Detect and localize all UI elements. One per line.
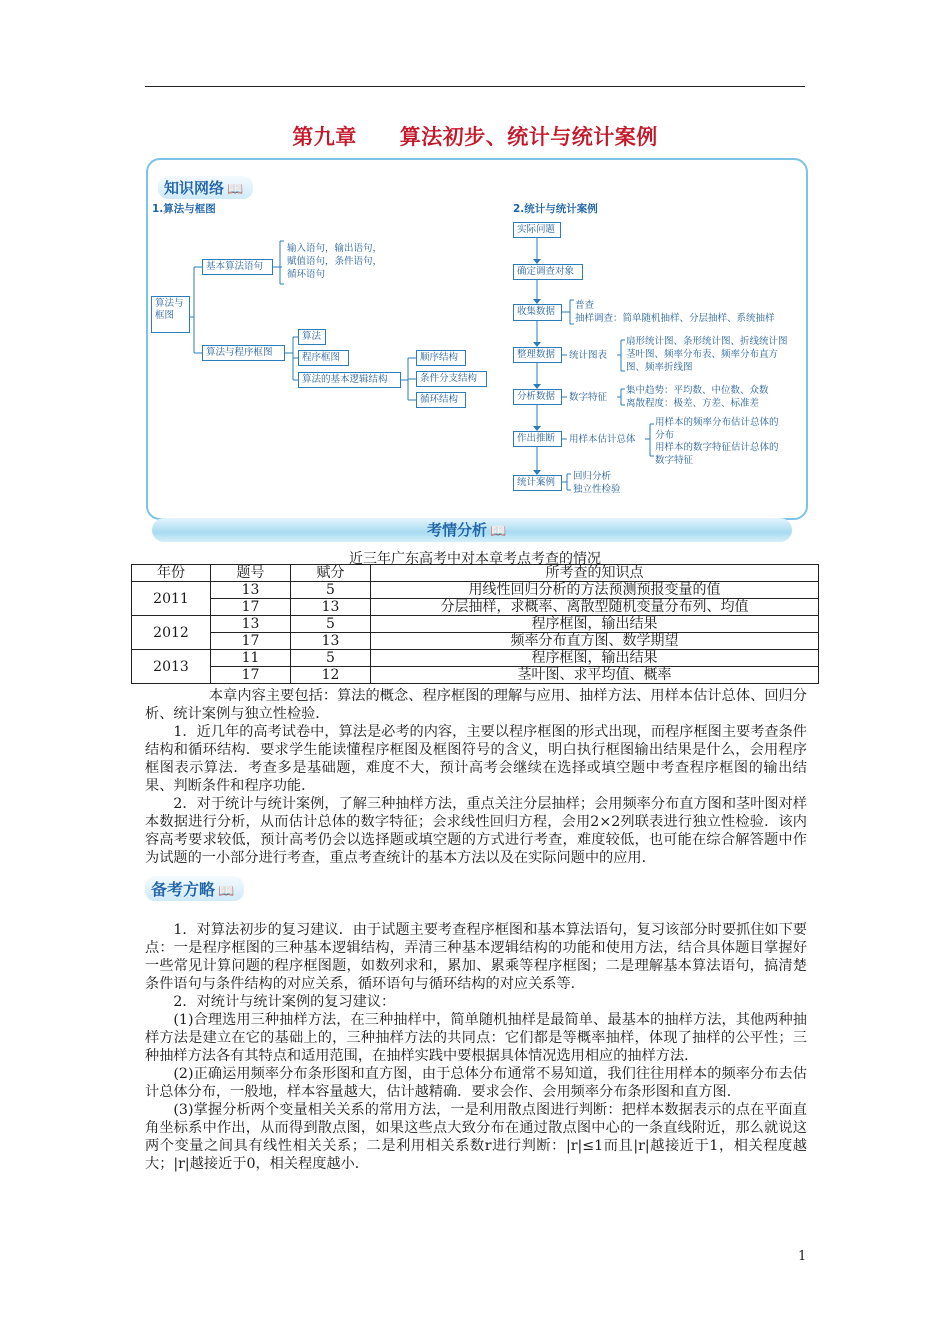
question-cell: 13 [211,616,291,633]
strategy-section [145,921,807,1173]
topic-cell: 分层抽样，求概率、离散型随机变量分布列、均值 [371,599,819,616]
chapter-title: 第九章 算法初步、统计与统计案例 [292,125,658,149]
table-row [132,633,819,650]
table-caption: 近三年广东高考中对本章考点考查的情况 [349,551,601,567]
header-rule [145,86,805,87]
stat-step-box: 分析数据 [513,389,562,405]
analysis-paragraph-1: 1．近几年的高考试卷中，算法是必考的内容，主要以程序框图的形式出现，而程序框图主要考查条件结构和循环结构．要求学生能读懂程序框图及框图符号的含义，明白执行框图输出结果是什么，会用程序框图表示算法．考查多是基础题，难度不大，预计高考会继续在选择或填空题中考查程序框图的输出结果、判断条件和程序功能． [145,724,807,794]
fc-item-logic-structure: 算法的基本逻辑结构 [298,372,401,388]
topic-cell: 程序框图，输出结果 [371,616,819,633]
right-section-title: 2.统计与统计案例 [513,203,598,215]
logic-sequence-box: 顺序结构 [416,350,466,366]
case-detail: 回归分析 独立性检验 [573,471,621,495]
topic-cell: 程序框图，输出结果 [371,650,819,667]
infer-label: 用样本估计总体 [569,434,636,445]
score-cell: 5 [291,616,371,633]
question-cell: 17 [211,667,291,684]
book-icon: 📖 [490,524,507,539]
collect-detail: 普查 抽样调查：简单随机抽样、分层抽样、系统抽样 [575,300,775,324]
analyze-detail: 集中趋势：平均数、中位数、众数 离散程度：极差、方差、标准差 [626,385,769,409]
score-cell: 13 [291,633,371,650]
stat-step-box: 整理数据 [513,347,562,363]
strategy-paragraph-2: 2．对统计与统计案例的复习建议： [173,994,396,1010]
fc-item-algorithm: 算法 [298,329,326,345]
page-number: 1 [798,1249,807,1264]
strategy-paragraph-1: 1．对算法初步的复习建议．由于试题主要考查程序框图和基本算法语句，复习该部分时要抓住如下要点：一是程序框图的三种基本逻辑结构，弄清三种基本逻辑结构的功能和使用方法，结合具体题目掌握好一些常见计算问题的程序框图题，如数列求和，累加、累乘等程序框图；二是理解基本算法语句，搞清楚条件语句与条件结构的对应关系，循环语句与循环结构的对应关系等． [145,922,807,992]
score-cell: 13 [291,599,371,616]
flowchart-box: 算法与程序框图 [202,345,285,361]
question-cell: 13 [211,582,291,599]
fc-item-flowchart: 程序框图 [298,350,349,366]
topic-cell: 茎叶图、求平均值、概率 [371,667,819,684]
strategy-paragraph-2c: (3)掌握分析两个变量相关关系的常用方法，一是利用散点图进行判断：把样本数据表示的点在平面直角坐标系中作出，从而得到散点图，如果这些点大致分布在通过散点图中心的一条直线附近，那么就说这两个变量之间具有线性相关关系；二是利用相关系数r进行判断：|r|≤1而且|r|越接近于1，相关程度越大；|r|越接近于0，相关程度越小． [145,1102,807,1172]
stat-step-box: 收集数据 [513,304,562,321]
stat-step-box: 作出推断 [513,431,562,447]
basic-statement-box: 基本算法语句 [202,259,273,275]
organize-detail: 扇形统计图、条形统计图、折线统计图 茎叶图、频率分布表、频率分布直方 图、频率折线图 [626,336,788,373]
algo-root-box: 算法与 框图 [151,296,190,333]
left-section-title: 1.算法与框图 [152,203,216,215]
logic-loop-box: 循环结构 [416,392,466,408]
table-row [132,650,819,667]
year-cell: 2012 [132,616,211,650]
table-row [132,599,819,616]
table-header-row [132,565,819,582]
header-question: 题号 [211,565,291,582]
score-cell: 5 [291,582,371,599]
analysis-intro: 本章内容主要包括：算法的概念、程序框图的理解与应用、抽样方法、用样本估计总体、回归分析、统计案例与独立性检验． [145,688,807,722]
question-cell: 17 [211,599,291,616]
organize-label: 统计图表 [569,350,608,361]
logic-branch-box: 条件分支结构 [416,371,487,387]
analyze-label: 数字特征 [569,392,608,403]
exam-analysis-badge: 考情分析 📖 [427,521,507,539]
score-cell: 12 [291,667,371,684]
table-row [132,616,819,633]
strategy-paragraph-2b: (2)正确运用频率分布条形图和直方图，由于总体分布通常不易知道，我们往往用样本的频率分布去估计总体分布，一般地，样本容量越大，估计越精确．要求会作、会用频率分布条形图和直方图． [145,1066,807,1100]
year-cell: 2013 [132,650,211,684]
infer-detail: 用样本的频率分布估计总体的 分布 用样本的数字特征估计总体的 数字特征 [655,417,779,466]
question-cell: 17 [211,633,291,650]
book-icon: 📖 [218,884,235,899]
table-row [132,582,819,599]
book-icon: 📖 [227,182,244,197]
score-cell: 5 [291,650,371,667]
strategy-badge: 备考方略 📖 [145,876,244,901]
strategy-paragraph-2a: (1)合理选用三种抽样方法，在三种抽样中，简单随机抽样是最简单、最基本的抽样方法，其他两种抽样方法是建立在它的基础上的，三种抽样方法的共同点：它们都是等概率抽样，体现了抽样的公平性；三种抽样方法各有其特点和适用范围，在抽样实践中要根据具体情况选用相应的抽样方法． [145,1012,807,1064]
header-year: 年份 [132,565,211,582]
header-score: 赋分 [291,565,371,582]
basic-statement-detail: 输入语句，输出语句， 赋值语句，条件语句， 循环语句 [287,243,383,280]
question-cell: 11 [211,650,291,667]
analysis-paragraph-2: 2．对于统计与统计案例，了解三种抽样方法，重点关注分层抽样；会用频率分布直方图和茎叶图对样本数据进行分析，从而估计总体的数字特征；会求线性回归方程，会用2×2列联表进行独立性检验．该内容高考要求较低，预计高考仍会以选择题或填空题的方式进行考查，难度较低，也可能在综合解答题中作为试题的一小部分进行考查，重点考查统计的基本方法以及在实际问题中的应用． [145,796,807,866]
topic-cell: 用线性回归分析的方法预测预报变量的值 [371,582,819,599]
knowledge-network-badge: 知识网络 📖 [158,176,253,199]
stat-step-box: 确定调查对象 [513,264,583,280]
analysis-section [145,687,807,867]
stat-step-box: 统计案例 [513,475,562,491]
stat-step-box: 实际问题 [513,222,561,238]
topic-cell: 频率分布直方图、数学期望 [371,633,819,650]
year-cell: 2011 [132,582,211,616]
exam-table [131,564,819,684]
table-row [132,667,819,684]
header-topic: 所考查的知识点 [371,565,819,582]
